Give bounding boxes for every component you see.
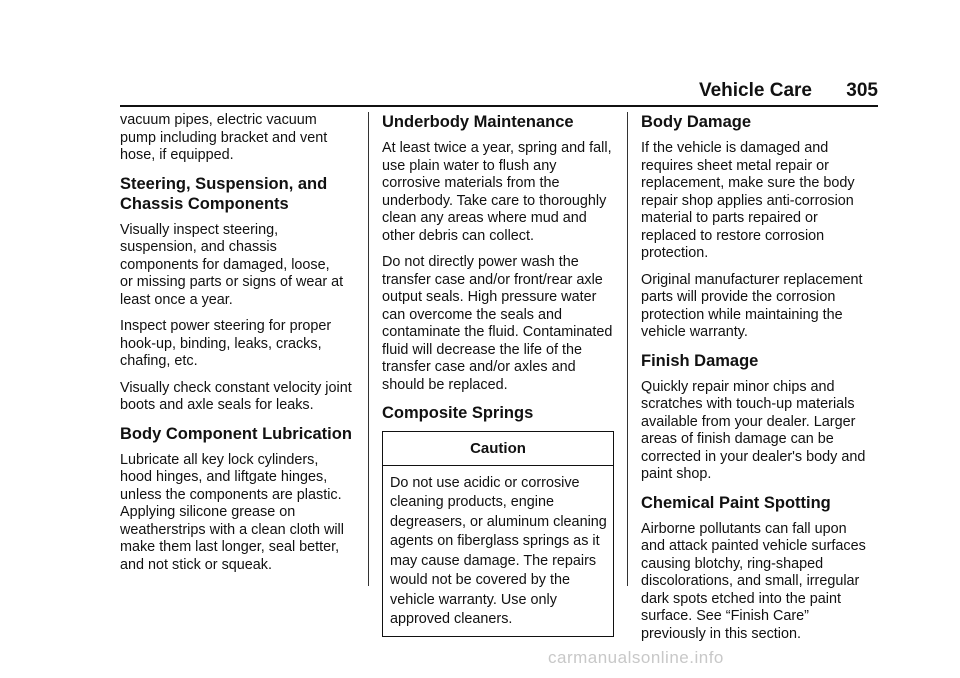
heading-chemical-paint-spotting: Chemical Paint Spotting [641,493,831,512]
heading-underbody-maintenance: Underbody Maintenance [382,113,574,131]
paragraph: Quickly repair minor chips and scratches with touch-up materials available from your dealer. Larger areas of finish damage can be corrected in your dealer's body and paint shop. [641,378,866,482]
heading-body-component-lubrication: Body Component Lubrication [120,424,352,443]
column-right [641,112,877,652]
column-left [120,112,358,583]
column-divider [368,112,369,586]
paragraph: At least twice a year, spring and fall, use plain water to flush any corrosive materials from the underbody. Take care to thoroughly clean any areas where mud and other debris can collect. [382,140,612,244]
heading-body-damage: Body Damage [641,113,752,131]
caution-box [382,431,614,637]
caution-title: Caution [383,432,613,466]
paragraph: Do not directly power wash the transfer case and/or front/rear axle output seals. High pressure water can overcome the seals and contaminate the fluid. Contaminated fluid will decrease the life of the transfer case and/or axles and should be replaced. [382,254,613,393]
heading-finish-damage: Finish Damage [641,351,759,370]
column-middle [382,112,614,637]
header-rule [120,105,878,107]
paragraph: Original manufacturer replacement parts will provide the corrosion protection while maintaining the vehicle warranty. [641,271,863,340]
paragraph: Inspect power steering for proper hook-up, binding, leaks, cracks, chafing, etc. [120,318,332,369]
paragraph: Visually inspect steering, suspension, and chassis components for damaged, loose, or missing parts or signs of wear at least once a year. [120,221,344,308]
paragraph: vacuum pipes, electric vacuum pump including bracket and vent hose, if equipped. [120,112,328,163]
heading-composite-springs: Composite Springs [382,404,534,422]
page-number: 305 [846,80,878,101]
caution-body: Do not use acidic or corrosive cleaning products, engine degreasers, or aluminum cleaning agents on fiberglass springs as it may cause damage. The repairs would not be covered by the vehicle warranty. Use only approved cleaners. [390,474,607,627]
paragraph: Visually check constant velocity joint boots and axle seals for leaks. [120,379,352,413]
column-divider [627,112,628,586]
paragraph: Airborne pollutants can fall upon and attack painted vehicle surfaces causing blotchy, ring-shaped discolorations, and small, irregular dark spots etched into the paint surface. See “Finish Care” previously in this section. [641,520,866,642]
heading-steering-suspension: Steering, Suspension, and Chassis Components [120,174,328,213]
section-title: Vehicle Care [698,80,812,101]
watermark-text: carmanualsonline.info [548,648,724,667]
paragraph: If the vehicle is damaged and requires sheet metal repair or replacement, make sure the body repair shop applies anti-corrosion material to parts repaired or replaced to restore corrosion protection. [641,140,855,261]
page-header [120,80,878,108]
paragraph: Lubricate all key lock cylinders, hood hinges, and liftgate hinges, unless the components are plastic. Applying silicone grease on weatherstrips with a clean cloth will make them last longer, seal better, and not stick or squeak. [120,451,344,573]
